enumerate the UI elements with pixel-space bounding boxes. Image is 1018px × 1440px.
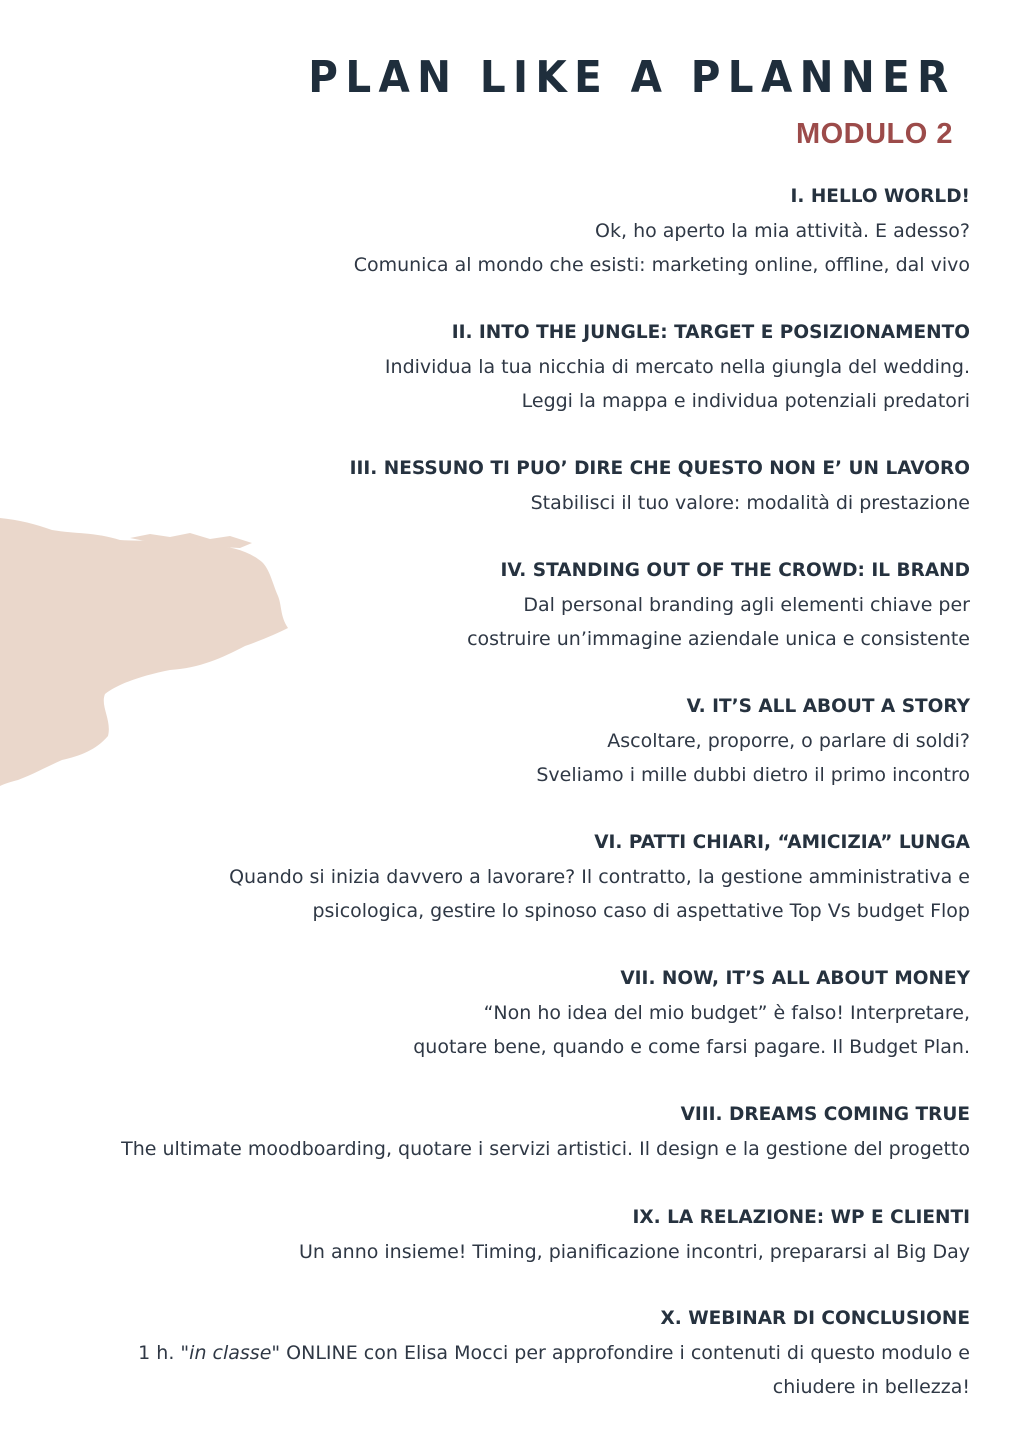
page-title: PLAN LIKE A PLANNER <box>308 52 956 103</box>
module-heading: VI. PATTI CHIARI, “AMICIZIA” LUNGA <box>594 832 970 853</box>
module-description-line: Leggi la mappa e individua potenziali predatori <box>521 390 970 412</box>
module-heading: IV. STANDING OUT OF THE CROWD: IL BRAND <box>500 560 970 581</box>
module-heading: X. WEBINAR DI CONCLUSIONE <box>660 1308 970 1329</box>
module-heading: V. IT’S ALL ABOUT A STORY <box>686 696 970 717</box>
module-heading: II. INTO THE JUNGLE: TARGET E POSIZIONAMENTO <box>451 322 970 343</box>
module-description-line: costruire un’immagine aziendale unica e consistente <box>467 628 970 650</box>
module-description-line: “Non ho idea del mio budget” è falso! Interpretare, <box>483 1002 970 1024</box>
webinar-detail: ONLINE con Elisa Mocci per approfondire i contenuti di questo modulo e chiudere in bellezza! <box>286 1342 970 1398</box>
module-description-line: Dal personal branding agli elementi chiave per <box>523 594 970 616</box>
module-description-line: Ascoltare, proporre, o parlare di soldi? <box>607 730 970 752</box>
module-heading: VIII. DREAMS COMING TRUE <box>680 1104 970 1125</box>
module-section-3 <box>350 452 970 520</box>
module-heading: IX. LA RELAZIONE: WP E CLIENTI <box>632 1207 970 1228</box>
module-description-line: quotare bene, quando e come farsi pagare. Il Budget Plan. <box>413 1036 970 1058</box>
module-description-line: The ultimate moodboarding, quotare i servizi artistici. Il design e la gestione del progetto <box>121 1138 970 1160</box>
module-heading: III. NESSUNO TI PUO’ DIRE CHE QUESTO NON E’ UN LAVORO <box>349 458 970 479</box>
webinar-emphasis: "in classe" <box>180 1342 281 1364</box>
webinar-duration: 1 h. <box>138 1342 175 1364</box>
module-section-7 <box>413 962 970 1064</box>
module-description-line: Individua la tua nicchia di mercato nella giungla del wedding. <box>384 356 970 378</box>
module-description-line: Comunica al mondo che esisti: marketing online, offline, dal vivo <box>353 254 970 276</box>
module-description-line: Stabilisci il tuo valore: modalità di prestazione <box>530 492 970 514</box>
module-description-line: Sveliamo i mille dubbi dietro il primo incontro <box>536 764 970 786</box>
module-description-line: Quando si inizia davvero a lavorare? Il contratto, la gestione amministrativa e <box>229 866 970 888</box>
module-heading: I. HELLO WORLD! <box>790 186 970 207</box>
module-section-1 <box>354 180 970 282</box>
module-section-2 <box>385 316 970 418</box>
module-section-5 <box>536 690 970 792</box>
module-section-4 <box>467 554 970 656</box>
module-description-line: Un anno insieme! Timing, pianificazione incontri, prepararsi al Big Day <box>299 1241 970 1263</box>
webinar-description <box>70 1336 970 1404</box>
module-subtitle: MODULO 2 <box>795 118 953 150</box>
module-heading: VII. NOW, IT’S ALL ABOUT MONEY <box>620 968 970 989</box>
module-section-8 <box>121 1098 970 1166</box>
module-description-line: psicologica, gestire lo spinoso caso di aspettative Top Vs budget Flop <box>312 900 970 922</box>
module-section-10 <box>70 1302 970 1404</box>
brush-stroke-decoration <box>0 510 300 790</box>
module-section-9 <box>299 1201 970 1269</box>
module-section-6 <box>229 826 970 928</box>
module-description-line: Ok, ho aperto la mia attività. E adesso? <box>595 220 970 242</box>
